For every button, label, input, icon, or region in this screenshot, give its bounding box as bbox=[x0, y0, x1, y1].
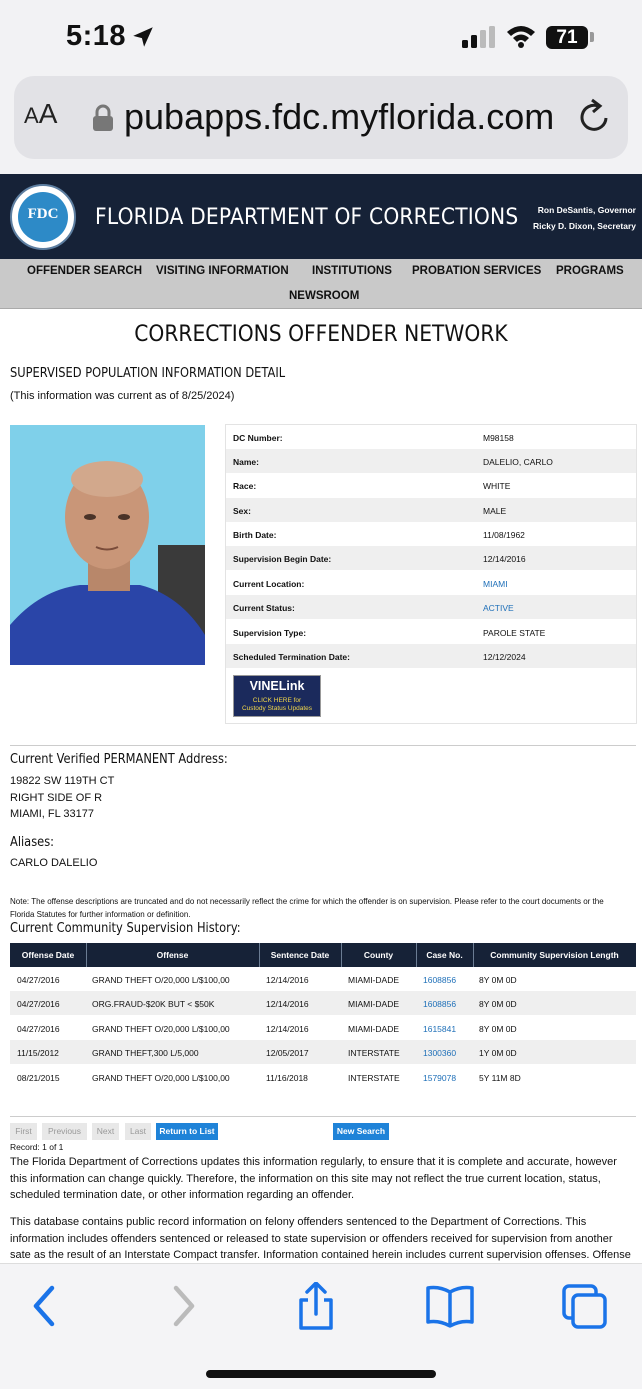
detail-row-current-status bbox=[226, 595, 636, 619]
vinelink-subtitle bbox=[234, 697, 320, 713]
officials bbox=[533, 202, 636, 234]
return-to-list-button[interactable]: Return to List bbox=[156, 1123, 218, 1140]
cell-offense: GRAND THEFT O/20,000 L/$100,00 bbox=[92, 975, 230, 985]
detail-label: Scheduled Termination Date: bbox=[233, 652, 350, 662]
detail-label: Current Location: bbox=[233, 579, 305, 589]
cell-supervision-length: 8Y 0M 0D bbox=[479, 999, 517, 1009]
detail-value: WHITE bbox=[483, 481, 511, 491]
detail-label: Name: bbox=[233, 457, 259, 467]
nav-institutions[interactable]: INSTITUTIONS bbox=[312, 265, 392, 277]
cell-offense-date: 11/15/2012 bbox=[17, 1048, 59, 1058]
back-icon[interactable] bbox=[20, 1282, 70, 1330]
col-supervision-length: Community Supervision Length bbox=[490, 950, 619, 960]
first-page-button[interactable]: First bbox=[10, 1123, 37, 1140]
share-icon[interactable] bbox=[291, 1282, 341, 1330]
forward-icon[interactable] bbox=[158, 1282, 208, 1330]
divider bbox=[10, 1116, 636, 1117]
disclaimer-paragraph-1: The Florida Department of Corrections updates this information regularly, to ensure that it is complete and accurate, however this information can change quickly. Therefore, the information on this site may not reflect the true current location, status, scheduled termination date, or other information regarding an offender. bbox=[10, 1156, 617, 1201]
detail-row-name bbox=[226, 449, 636, 473]
vinelink-title: VINELink bbox=[249, 679, 305, 693]
battery-tip bbox=[590, 32, 594, 42]
detail-row-supervision-begin bbox=[226, 546, 636, 570]
col-offense: Offense bbox=[156, 950, 189, 960]
offender-photo-illustration bbox=[10, 425, 205, 665]
divider bbox=[10, 745, 636, 746]
history-heading: Current Community Supervision History: bbox=[10, 921, 241, 936]
case-number-link[interactable]: 1300360 bbox=[423, 1048, 457, 1058]
detail-label: Supervision Begin Date: bbox=[233, 554, 332, 564]
detail-label: Sex: bbox=[233, 506, 251, 516]
current-as-of: (This information was current as of 8/25/2024) bbox=[10, 390, 235, 402]
current-location-link[interactable]: MIAMI bbox=[483, 579, 508, 589]
url-field[interactable] bbox=[14, 76, 628, 159]
cell-offense-date: 04/27/2016 bbox=[17, 999, 60, 1009]
detail-label: DC Number: bbox=[233, 433, 283, 443]
cell-sentence-date: 11/16/2018 bbox=[266, 1073, 308, 1083]
offense-note: Note: The offense descriptions are truncated and do not necessarily reflect the crime for which the offender is on supervision. Please refer to the court documents or the Florida Statutes for further information or definition. bbox=[10, 897, 604, 919]
main-nav bbox=[0, 259, 642, 309]
cell-offense: GRAND THEFT O/20,000 L/$100,00 bbox=[92, 1073, 230, 1083]
col-case-no: Case No. bbox=[426, 950, 463, 960]
table-header bbox=[10, 943, 636, 967]
detail-value: 12/12/2024 bbox=[483, 652, 526, 662]
cell-offense: GRAND THEFT,300 L/5,000 bbox=[92, 1048, 199, 1058]
detail-label: Race: bbox=[233, 481, 257, 491]
detail-row-race bbox=[226, 473, 636, 497]
disclaimer-paragraph-2: This database contains public record information on felony offenders sentenced to the Department of Corrections. This information includes offenders sentenced or released to state supervision or offenders received for supervision from another sate as the result of an Interstate Compact transfer. Information contained herein includes current supervision offenses. Offense bbox=[10, 1216, 631, 1261]
browser-toolbar bbox=[0, 1263, 642, 1389]
url-text: pubapps.fdc.myflorida.com bbox=[124, 96, 555, 137]
col-offense-date: Offense Date bbox=[21, 950, 75, 960]
cell-sentence-date: 12/14/2016 bbox=[266, 999, 309, 1009]
location-arrow-icon bbox=[130, 24, 156, 50]
cell-supervision-length: 8Y 0M 0D bbox=[479, 975, 517, 985]
nav-programs[interactable]: PROGRAMS bbox=[556, 265, 624, 277]
nav-offender-search[interactable]: OFFENDER SEARCH bbox=[27, 265, 143, 277]
detail-row-dc-number bbox=[226, 425, 636, 449]
address-line-1: 19822 SW 119TH CT bbox=[10, 775, 115, 787]
detail-value: 12/14/2016 bbox=[483, 554, 526, 564]
next-page-button[interactable]: Next bbox=[92, 1123, 119, 1140]
table-row bbox=[10, 1016, 636, 1040]
governor-name: Ron DeSantis, Governor bbox=[537, 205, 636, 215]
cellular-signal-icon bbox=[462, 26, 496, 48]
nav-newsroom[interactable]: NEWSROOM bbox=[289, 290, 360, 302]
vinelink-button[interactable] bbox=[233, 675, 321, 717]
section-subtitle: SUPERVISED POPULATION INFORMATION DETAIL bbox=[10, 366, 286, 381]
vinelink-subtitle-1: CLICK HERE for bbox=[252, 697, 302, 704]
detail-label: Current Status: bbox=[233, 603, 295, 613]
site-header bbox=[0, 174, 642, 259]
cell-county: MIAMI-DADE bbox=[348, 975, 399, 985]
cell-county: MIAMI-DADE bbox=[348, 999, 399, 1009]
case-number-link[interactable]: 1608856 bbox=[423, 999, 457, 1009]
detail-label: Supervision Type: bbox=[233, 628, 307, 638]
offender-photo bbox=[10, 425, 205, 665]
new-search-button[interactable]: New Search bbox=[333, 1123, 389, 1140]
cell-sentence-date: 12/14/2016 bbox=[266, 1024, 309, 1034]
detail-row-current-location bbox=[226, 571, 636, 595]
cell-offense-date: 04/27/2016 bbox=[17, 1024, 60, 1034]
detail-value: PAROLE STATE bbox=[483, 628, 546, 638]
battery-icon: 71 bbox=[546, 26, 588, 49]
cell-supervision-length: 1Y 0M 0D bbox=[479, 1048, 517, 1058]
vinelink-subtitle-2: Custody Status Updates bbox=[241, 705, 313, 712]
detail-row-birth-date bbox=[226, 522, 636, 546]
detail-value: 11/08/1962 bbox=[483, 530, 525, 540]
case-number-link[interactable]: 1615841 bbox=[423, 1024, 457, 1034]
address-line-2: RIGHT SIDE OF R bbox=[10, 792, 103, 804]
home-indicator bbox=[206, 1370, 436, 1378]
seal-text: FDC bbox=[27, 206, 59, 222]
detail-label: Birth Date: bbox=[233, 530, 277, 540]
table-row bbox=[10, 1065, 636, 1089]
col-county: County bbox=[363, 950, 394, 960]
previous-page-button[interactable]: Previous bbox=[42, 1123, 87, 1140]
table-row bbox=[10, 967, 636, 991]
record-count: Record: 1 of 1 bbox=[10, 1142, 64, 1152]
nav-visiting-information[interactable]: VISITING INFORMATION bbox=[156, 265, 289, 277]
detail-row-termination-date bbox=[226, 644, 636, 668]
site-title: FLORIDA DEPARTMENT OF CORRECTIONS bbox=[95, 205, 519, 230]
tabs-icon[interactable] bbox=[560, 1282, 610, 1330]
fdc-seal-logo[interactable] bbox=[10, 184, 76, 250]
status-bar bbox=[0, 0, 642, 76]
secretary-name: Ricky D. Dixon, Secretary bbox=[533, 221, 636, 231]
case-number-link[interactable]: 1579078 bbox=[423, 1073, 457, 1083]
col-sentence-date: Sentence Date bbox=[270, 950, 330, 960]
table-row bbox=[10, 991, 636, 1015]
browser-address-bar bbox=[0, 76, 642, 174]
text-size-button[interactable]: AA bbox=[24, 98, 58, 129]
lock-icon bbox=[92, 104, 114, 132]
cell-supervision-length: 8Y 0M 0D bbox=[479, 1024, 517, 1034]
aliases-heading: Aliases: bbox=[10, 835, 55, 850]
detail-value: DALELIO, CARLO bbox=[483, 457, 553, 467]
detail-value: M98158 bbox=[483, 433, 514, 443]
cell-county: INTERSTATE bbox=[348, 1048, 400, 1058]
page-title: CORRECTIONS OFFENDER NETWORK bbox=[134, 322, 508, 347]
cell-offense-date: 04/27/2016 bbox=[17, 975, 60, 985]
nav-probation-services[interactable]: PROBATION SERVICES bbox=[412, 265, 542, 277]
cell-county: MIAMI-DADE bbox=[348, 1024, 399, 1034]
address-heading: Current Verified PERMANENT Address: bbox=[10, 752, 228, 767]
seal-inner bbox=[18, 192, 68, 242]
case-number-link[interactable]: 1608856 bbox=[423, 975, 457, 985]
bookmarks-icon[interactable] bbox=[425, 1282, 475, 1330]
cell-county: INTERSTATE bbox=[348, 1073, 400, 1083]
alias-value: CARLO DALELIO bbox=[10, 857, 98, 869]
cell-offense: ORG.FRAUD-$20K BUT < $50K bbox=[92, 999, 215, 1009]
cell-sentence-date: 12/05/2017 bbox=[266, 1048, 309, 1058]
detail-value: MALE bbox=[483, 506, 507, 516]
last-page-button[interactable]: Last bbox=[125, 1123, 151, 1140]
cell-sentence-date: 12/14/2016 bbox=[266, 975, 309, 985]
offender-details-table bbox=[225, 424, 637, 724]
cell-supervision-length: 5Y 11M 8D bbox=[479, 1073, 521, 1083]
detail-row-sex bbox=[226, 498, 636, 522]
table-row bbox=[10, 1040, 636, 1064]
reload-icon[interactable] bbox=[578, 98, 612, 134]
status-time: 5:18 bbox=[66, 20, 127, 52]
current-status-link[interactable]: ACTIVE bbox=[483, 603, 514, 613]
detail-row-supervision-type bbox=[226, 620, 636, 644]
cell-offense: GRAND THEFT O/20,000 L/$100,00 bbox=[92, 1024, 230, 1034]
address-line-3: MIAMI, FL 33177 bbox=[10, 808, 94, 820]
cell-offense-date: 08/21/2015 bbox=[17, 1073, 60, 1083]
wifi-icon bbox=[505, 24, 537, 48]
